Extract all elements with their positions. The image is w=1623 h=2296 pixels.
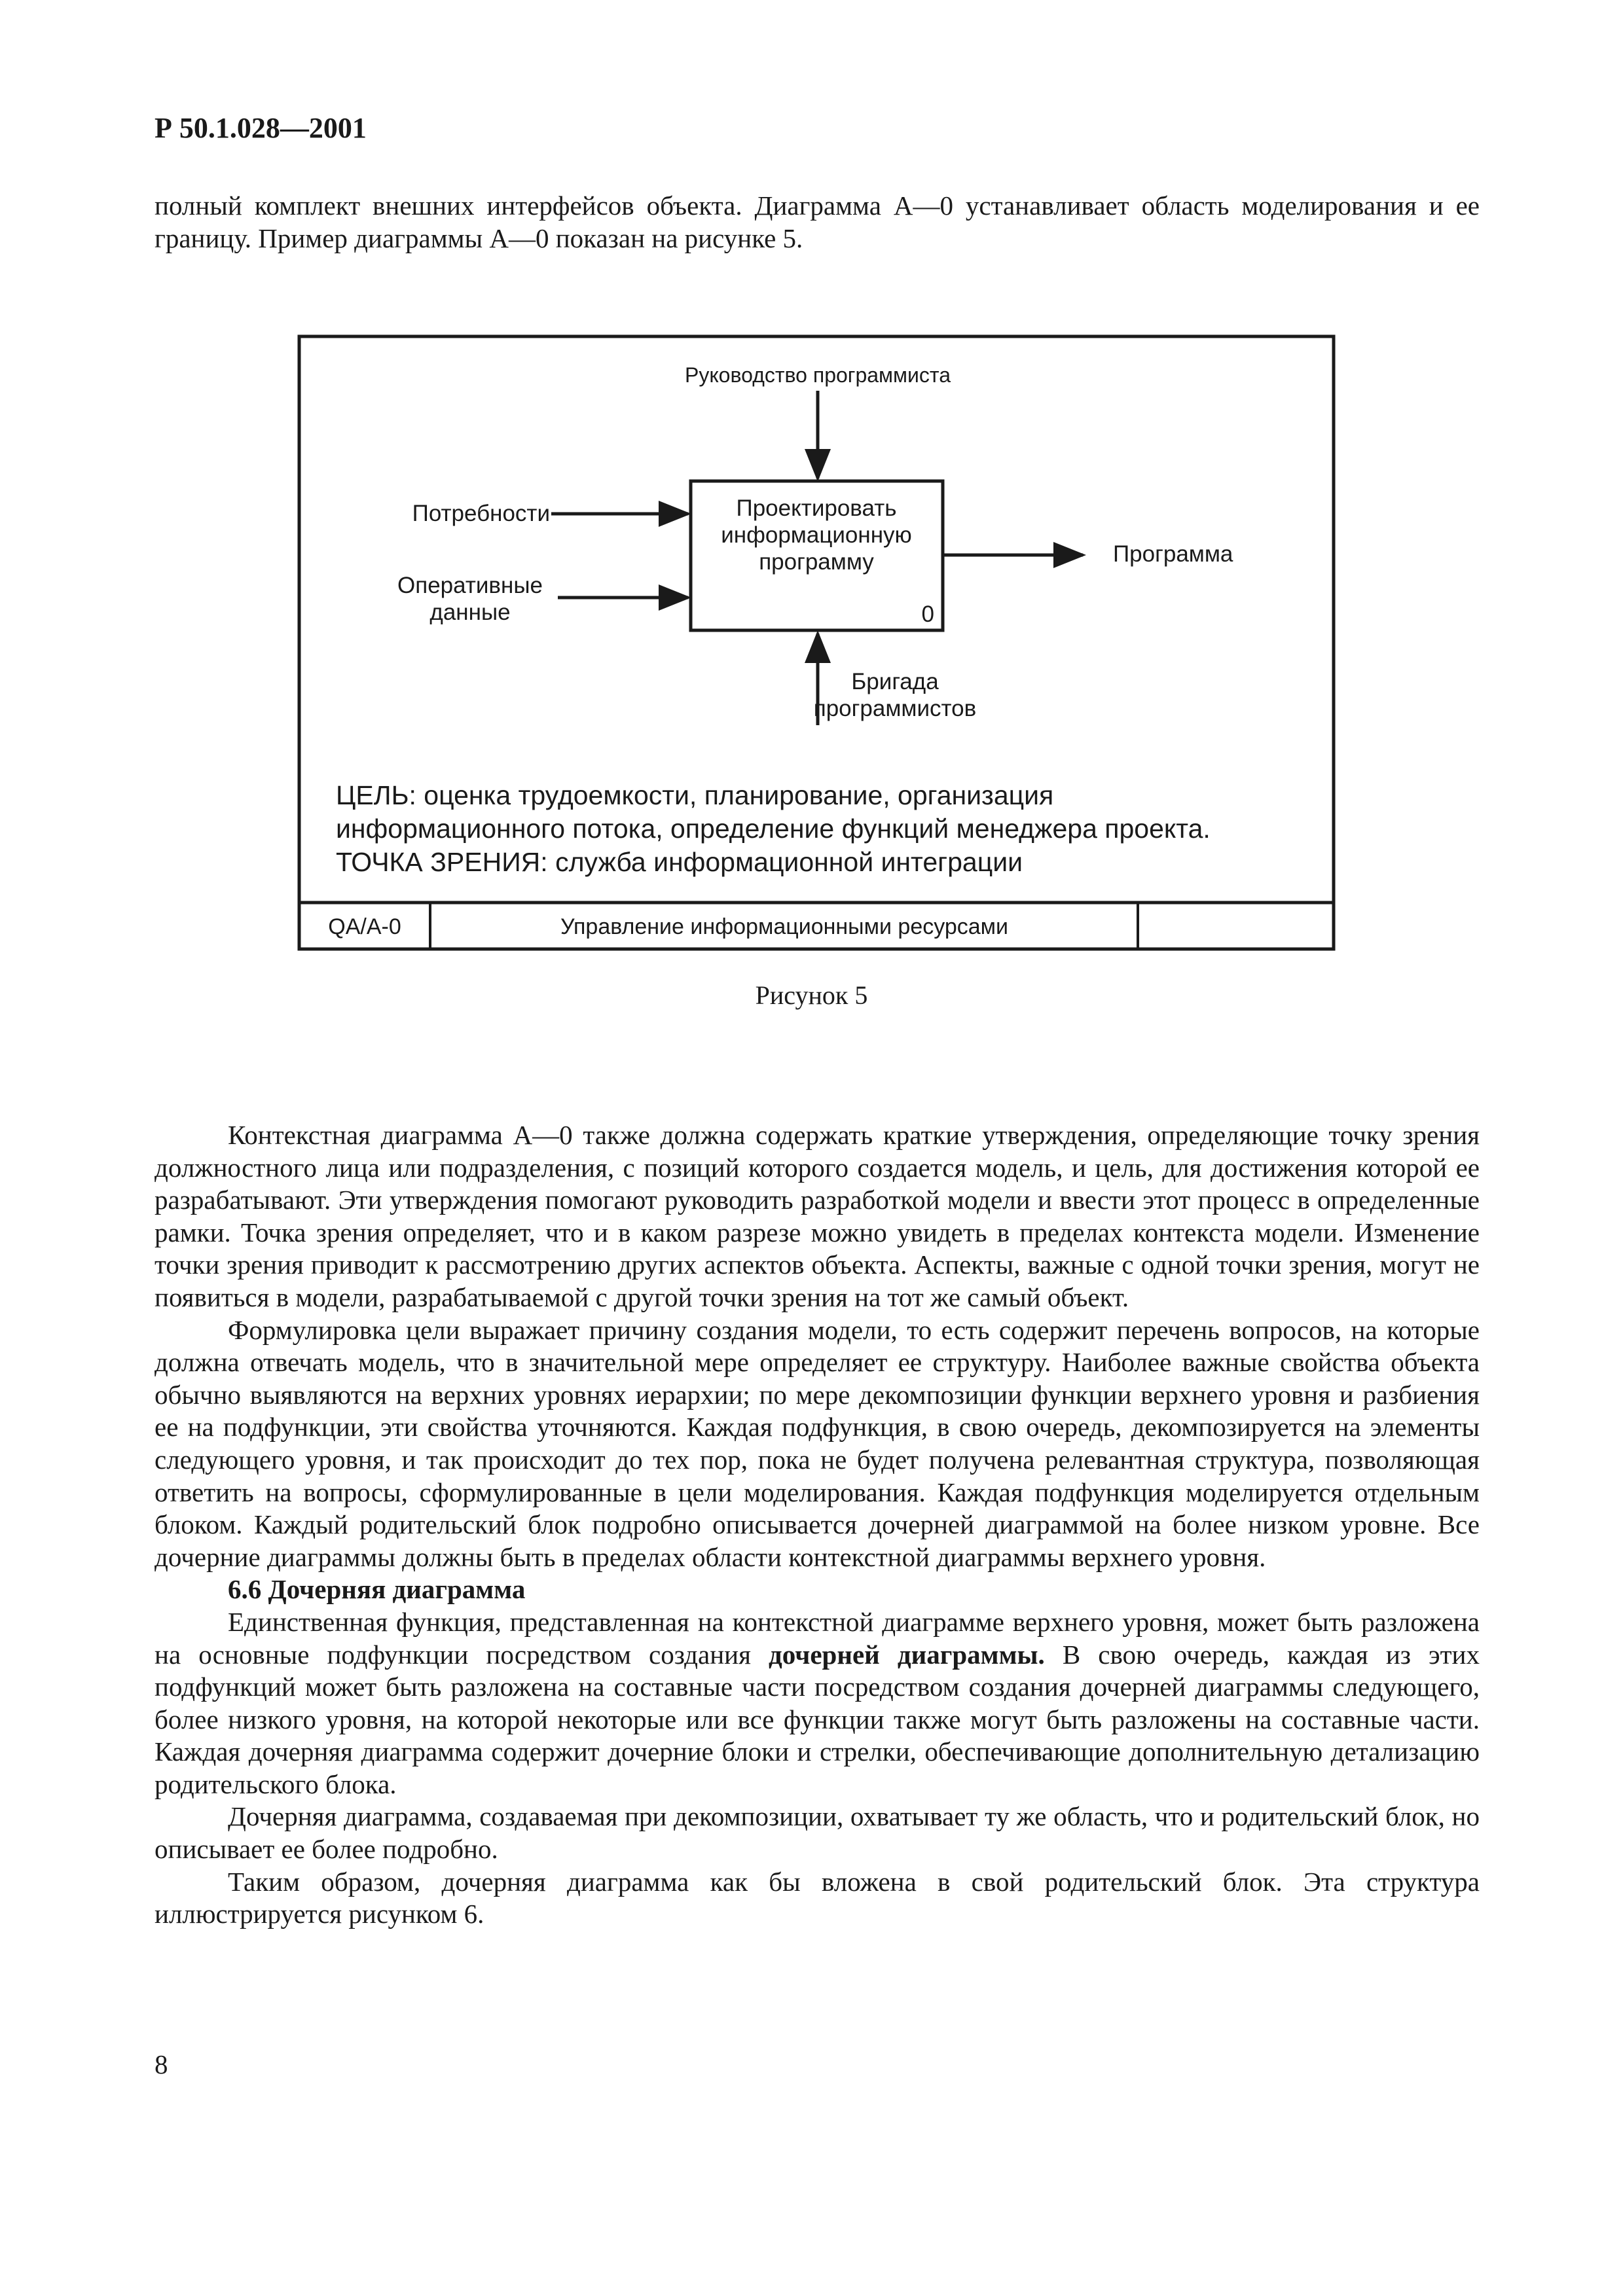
function-box-line3: программу: [759, 549, 874, 575]
mechanism-label-line2: программистов: [813, 696, 977, 721]
body-paragraph-4: Дочерняя диаграмма, создаваемая при декомпозиции, охватывает ту же область, что и родительский блок, но описывает ее более подробно.: [155, 1801, 1480, 1865]
input-label-needs: Потребности: [412, 501, 550, 526]
input-label-data-line1: Оперативные: [397, 573, 543, 598]
body-paragraph-2: Формулировка цели выражает причину создания модели, то есть содержит перечень вопросов, на которые должна отвечать модель, что в значительной мере определяет ее структуру. Наиболее важные свойства объекта обычно выявляются на верхних уровнях иерархии; по мере декомпозиции функции верхнего уровня и разбиения ее на подфункции, эти свойства уточняются. Каждая подфункция, в свою очередь, декомпозируется на элементы следующего уровня, и так происходит до тех пор, пока не будет получена релевантная структура, позволяющая ответить на вопросы, сформулированные в цели моделирования. Каждая подфункция моделируется отдельным блоком. Каждый родительский блок подробно описывается дочерней диаграммой на более низком уровне. Все дочерние диаграммы должны быть в пределах области контекстной диаграммы верхнего уровня.: [155, 1314, 1480, 1572]
section-heading: 6.6 Дочерняя диаграмма: [228, 1574, 526, 1605]
control-label: Руководство программиста: [684, 363, 951, 387]
input-label-data-line2: данные: [429, 600, 511, 625]
function-box-line1: Проектировать: [736, 495, 897, 521]
function-box-line2: информационную: [721, 522, 912, 548]
footer-node: QA/A-0: [328, 914, 401, 939]
footer-title: Управление информационными ресурсами: [560, 914, 1009, 939]
body-paragraph-5: Таким образом, дочерняя диаграмма как бы вложена в свой родительский блок. Эта структура иллюстрируется рисунком 6.: [155, 1866, 1480, 1929]
main-text: [155, 1119, 1480, 1931]
document-code: Р 50.1.028—2001: [155, 112, 367, 144]
mechanism-label-line1: Бригада: [851, 669, 939, 694]
body-paragraph-1: Контекстная диаграмма А—0 также должна содержать краткие утверждения, определяющие точку зрения должностного лица или подразделения, с позиций которого создается модель, и цель, для достижения которой ее разрабатывают. Эти утверждения помогают руководить разработкой модели и ввести этот процесс в определенные рамки. Точка зрения определяет, что и в каком разрезе можно увидеть в пределах контекста модели. Изменение точки зрения приводит к рассмотрению других аспектов объекта. Аспекты, важные с одной точки зрения, могут не появиться в модели, разрабатываемой с другой точки зрения на тот же самый объект.: [155, 1120, 1480, 1312]
viewpoint-line: ТОЧКА ЗРЕНИЯ: служба информационной интеграции: [336, 847, 1023, 877]
p3-bold-term: дочерней диаграммы.: [769, 1639, 1045, 1670]
purpose-line2: информационного потока, определение функций менеджера проекта.: [336, 814, 1211, 844]
p3-text-after: В свою очередь, каждая из этих подфункций может быть разложена на составные части посредством создания дочерней диаграммы следующего, более низкого уровня, на которой некоторые или все функции также могут быть разложены на составные части. Каждая дочерняя диаграмма содержит дочерние блоки и стрелки, обеспечивающие дополнительную детализацию родительского блока.: [155, 1639, 1480, 1799]
output-label: Программа: [1113, 541, 1233, 567]
intro-paragraph: полный комплект внешних интерфейсов объекта. Диаграмма А—0 устанавливает область моделирования и ее границу. Пример диаграммы А—0 показан на рисунке 5.: [155, 190, 1480, 253]
figure-caption: Рисунок 5: [755, 980, 868, 1010]
function-box-number: 0: [921, 601, 934, 627]
p3-text-before: Единственная функция, представленная на контекстной диаграмме верхнего уровня, может быть разложена на основные подфункции посредством создания: [155, 1606, 1480, 1670]
purpose-line1: ЦЕЛЬ: оценка трудоемкости, планирование, организация: [336, 780, 1054, 810]
body-paragraph-3: [155, 1606, 1480, 1801]
idef0-context-diagram: [0, 0, 1623, 982]
page-number: 8: [155, 2049, 168, 2079]
